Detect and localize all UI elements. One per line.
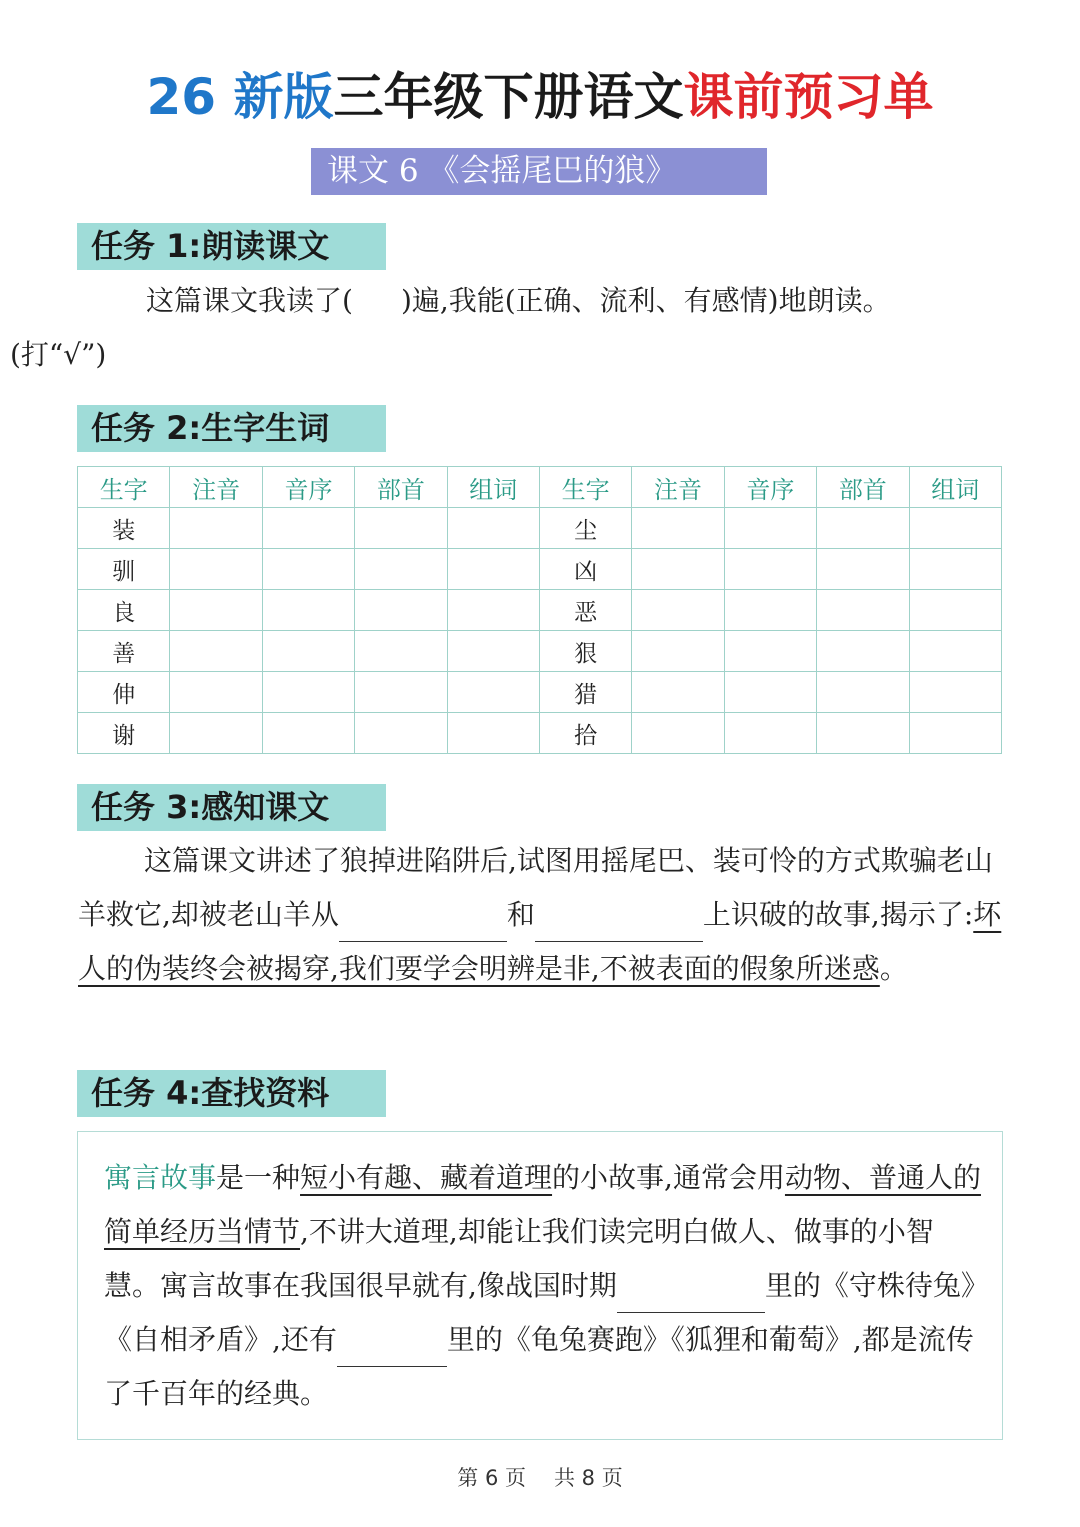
header-cell: 注音	[632, 467, 724, 508]
answer-cell[interactable]	[170, 549, 262, 590]
task4-label: 任务 4:查找资料	[77, 1070, 386, 1117]
title-grade: 三年级下册语文	[333, 68, 684, 126]
table-header-row	[78, 467, 1002, 508]
answer-cell[interactable]	[355, 549, 447, 590]
answer-cell[interactable]	[817, 549, 909, 590]
answer-cell[interactable]	[170, 713, 262, 754]
fable-seg4: 动物、普通人的简单经历当情节	[104, 1161, 981, 1248]
header-cell: 生字	[539, 467, 631, 508]
answer-cell[interactable]	[724, 590, 816, 631]
answer-cell[interactable]	[724, 631, 816, 672]
answer-cell[interactable]	[724, 508, 816, 549]
page-total: 共 8 页	[554, 1466, 623, 1490]
char-cell: 恶	[539, 590, 631, 631]
page-number: 第 6 页	[457, 1466, 526, 1490]
table-row	[78, 590, 1002, 631]
answer-cell[interactable]	[447, 631, 539, 672]
answer-cell[interactable]	[170, 631, 262, 672]
fable-seg5: ,不讲大道理,却能让我们读完明白做人、做事的小智慧。寓言故事在我国很早就有,像战国时期	[104, 1215, 934, 1302]
fable-seg7: 里的《龟兔赛跑》《狐狸和葡萄》,都是流传了千百年的经典。	[104, 1323, 974, 1410]
task3-blank-2[interactable]	[535, 911, 703, 942]
char-cell: 猎	[539, 672, 631, 713]
task3-moral: 坏人的伪装终会被揭穿,我们要学会明辨是非,不被表面的假象所迷惑	[78, 898, 1002, 985]
fable-seg3: 的小故事,通常会用	[552, 1161, 785, 1194]
fable-seg2: 短小有趣、藏着道理	[300, 1161, 553, 1194]
answer-cell[interactable]	[262, 549, 354, 590]
char-cell: 拾	[539, 713, 631, 754]
fable-term: 寓言故事	[104, 1161, 217, 1194]
table-row	[78, 672, 1002, 713]
answer-cell[interactable]	[817, 713, 909, 754]
task3-text-a: 这篇课文讲述了狼掉进陷阱后,试图用摇尾巴、装可怜的方式欺骗老山羊救它,却被老山羊从	[78, 844, 993, 931]
table-row	[78, 508, 1002, 549]
char-cell: 狠	[539, 631, 631, 672]
answer-cell[interactable]	[817, 672, 909, 713]
task1-text-a: 这篇课文我读了(	[146, 284, 353, 317]
task3-text-b: 和	[506, 898, 535, 931]
char-cell: 驯	[78, 549, 170, 590]
answer-cell[interactable]	[170, 508, 262, 549]
table-row	[78, 631, 1002, 672]
header-cell: 音序	[724, 467, 816, 508]
answer-cell[interactable]	[909, 508, 1001, 549]
char-cell: 伸	[78, 672, 170, 713]
title-edition: 26 新版	[146, 68, 334, 126]
answer-cell[interactable]	[632, 590, 724, 631]
task3-end: 。	[879, 952, 908, 985]
answer-cell[interactable]	[447, 590, 539, 631]
task2-label: 任务 2:生字生词	[77, 405, 386, 452]
fable-blank-2[interactable]	[337, 1336, 447, 1367]
answer-cell[interactable]	[909, 590, 1001, 631]
answer-cell[interactable]	[262, 631, 354, 672]
answer-cell[interactable]	[262, 508, 354, 549]
answer-cell[interactable]	[632, 672, 724, 713]
answer-cell[interactable]	[632, 549, 724, 590]
header-cell: 音序	[262, 467, 354, 508]
answer-cell[interactable]	[447, 713, 539, 754]
answer-cell[interactable]	[632, 713, 724, 754]
answer-cell[interactable]	[909, 549, 1001, 590]
header-cell: 组词	[909, 467, 1001, 508]
answer-cell[interactable]	[909, 713, 1001, 754]
task3-label: 任务 3:感知课文	[77, 784, 386, 831]
char-cell: 尘	[539, 508, 631, 549]
task3-blank-1[interactable]	[339, 911, 507, 942]
char-cell: 善	[78, 631, 170, 672]
answer-cell[interactable]	[355, 631, 447, 672]
answer-cell[interactable]	[447, 672, 539, 713]
answer-cell[interactable]	[817, 631, 909, 672]
answer-cell[interactable]	[447, 549, 539, 590]
answer-cell[interactable]	[355, 672, 447, 713]
char-cell: 谢	[78, 713, 170, 754]
header-cell: 生字	[78, 467, 170, 508]
task1-text-c: (打“√”)	[10, 338, 107, 371]
page-footer	[0, 1462, 1080, 1492]
answer-cell[interactable]	[170, 590, 262, 631]
answer-cell[interactable]	[355, 508, 447, 549]
answer-cell[interactable]	[724, 713, 816, 754]
answer-cell[interactable]	[262, 672, 354, 713]
task1-label: 任务 1:朗读课文	[77, 223, 386, 270]
header-cell: 部首	[355, 467, 447, 508]
char-cell: 凶	[539, 549, 631, 590]
task1-text	[10, 274, 1003, 382]
char-cell: 良	[78, 590, 170, 631]
answer-cell[interactable]	[355, 713, 447, 754]
answer-cell[interactable]	[632, 508, 724, 549]
char-cell: 装	[78, 508, 170, 549]
table-row	[78, 549, 1002, 590]
task3-text	[78, 834, 1003, 996]
answer-cell[interactable]	[909, 631, 1001, 672]
table-row	[78, 713, 1002, 754]
fable-blank-1[interactable]	[617, 1282, 765, 1313]
answer-cell[interactable]	[724, 549, 816, 590]
header-cell: 注音	[170, 467, 262, 508]
answer-cell[interactable]	[909, 672, 1001, 713]
answer-cell[interactable]	[447, 508, 539, 549]
fable-info-text	[104, 1151, 984, 1421]
answer-cell[interactable]	[170, 672, 262, 713]
answer-cell[interactable]	[724, 672, 816, 713]
answer-cell[interactable]	[632, 631, 724, 672]
header-cell: 部首	[817, 467, 909, 508]
answer-cell[interactable]	[262, 590, 354, 631]
header-cell: 组词	[447, 467, 539, 508]
task3-text-c: 上识破的故事,揭示了:	[702, 898, 974, 931]
fable-seg1: 是一种	[216, 1161, 301, 1194]
title-sheet: 课前预习单	[683, 68, 934, 126]
task1-text-b: )遍,我能(正确、流利、有感情)地朗读。	[400, 284, 891, 317]
lesson-banner: 课文 6 《会摇尾巴的狼》	[311, 148, 767, 195]
answer-cell[interactable]	[355, 590, 447, 631]
fable-seg6: 里的《守株待兔》《自相矛盾》,还有	[104, 1269, 975, 1356]
answer-cell[interactable]	[817, 508, 909, 549]
character-table	[77, 466, 1002, 754]
page-title	[0, 62, 1080, 132]
answer-cell[interactable]	[817, 590, 909, 631]
answer-cell[interactable]	[262, 713, 354, 754]
